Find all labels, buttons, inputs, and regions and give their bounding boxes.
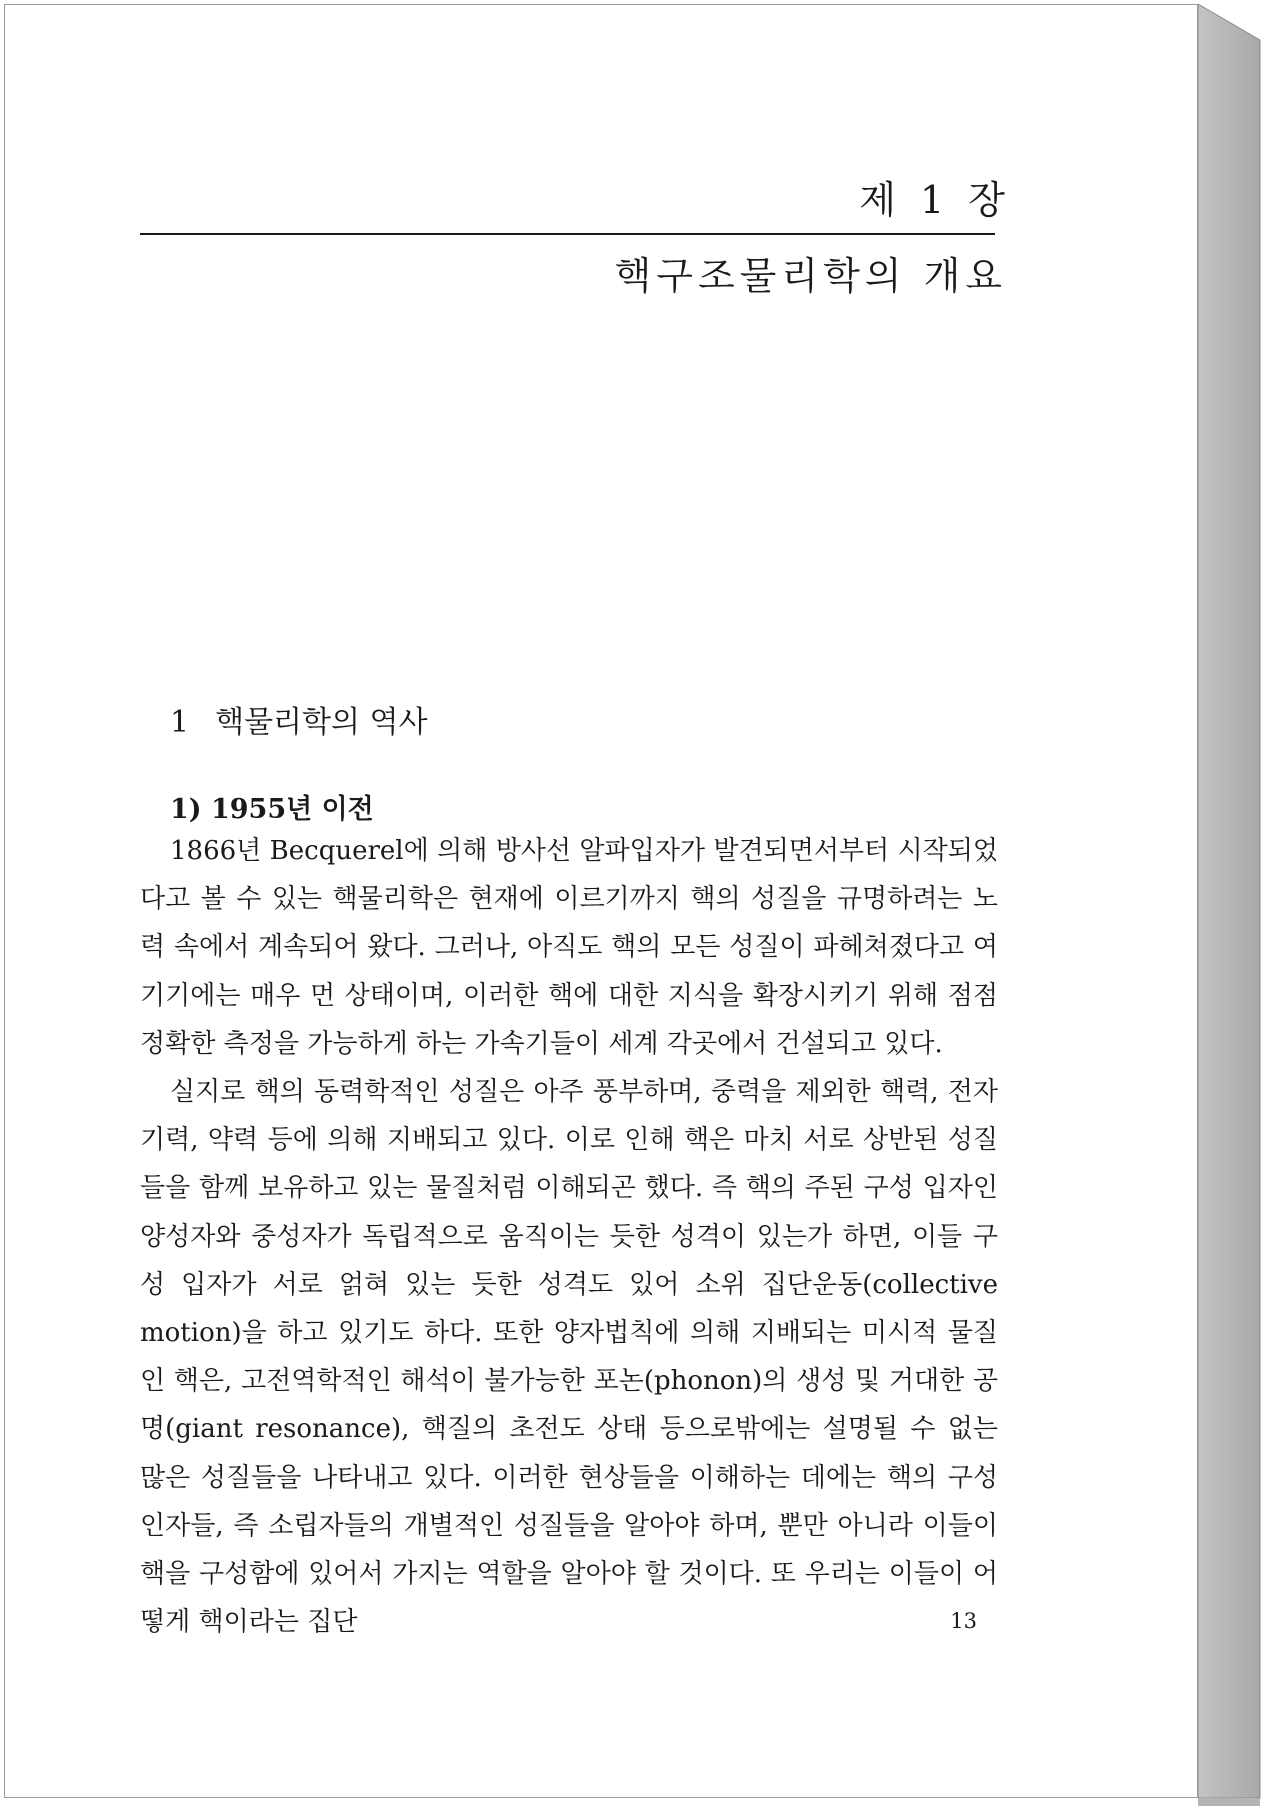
subsection-heading: 1) 1955년 이전 — [170, 794, 374, 825]
chapter-number: 제 1 장 — [859, 178, 1011, 222]
book-edge — [1198, 0, 1262, 1806]
section-title: 핵물리학의 역사 — [215, 705, 428, 740]
page-number: 13 — [950, 1609, 977, 1633]
chapter-divider — [140, 233, 995, 235]
chapter-title: 핵구조물리학의 개요 — [614, 254, 1007, 298]
book-edge-shape — [1198, 0, 1262, 1806]
section-heading — [170, 697, 428, 741]
body-text — [140, 827, 998, 1646]
book-page — [4, 4, 1198, 1798]
paragraph: 1866년 Becquerel에 의해 방사선 알파입자가 발견되면서부터 시작되었다고 볼 수 있는 핵물리학은 현재에 이르기까지 핵의 성질을 규명하려는 노력 속에서 계속되어 왔다. 그러나, 아직도 핵의 모든 성질이 파헤쳐졌다고 여기기에는 매우 먼 상태이며, 이러한 핵에 대한 지식을 확장시키기 위해 점점 정확한 측정을 가능하게 하는 가속기들이 세계 각곳에서 건설되고 있다. — [140, 836, 998, 1059]
paragraph: 실지로 핵의 동력학적인 성질은 아주 풍부하며, 중력을 제외한 핵력, 전자기력, 약력 등에 의해 지배되고 있다. 이로 인해 핵은 마치 서로 상반된 성질들을 함께 보유하고 있는 물질처럼 이해되곤 했다. 즉 핵의 주된 구성 입자인 양성자와 중성자가 독립적으로 움직이는 듯한 성격이 있는가 하면, 이들 구성 입자가 서로 얽혀 있는 듯한 성격도 있어 소위 집단운동(collective motion)을 하고 있기도 하다. 또한 양자법칙에 의해 지배되는 미시적 물질인 핵은, 고전역학적인 해석이 불가능한 포논(phonon)의 생성 및 거대한 공명(giant resonance), 핵질의 초전도 상태 등으로밖에는 설명될 수 없는 많은 성질들을 나타내고 있다. 이러한 현상들을 이해하는 데에는 핵의 구성 인자들, 즉 소립자들의 개별적인 성질들을 알아야 하며, 뿐만 아니라 이들이 핵을 구성함에 있어서 가지는 역할을 알아야 할 것이다. 또 우리는 이들이 어떻게 핵이라는 집단 — [140, 1077, 998, 1638]
section-number: 1 — [170, 705, 190, 740]
